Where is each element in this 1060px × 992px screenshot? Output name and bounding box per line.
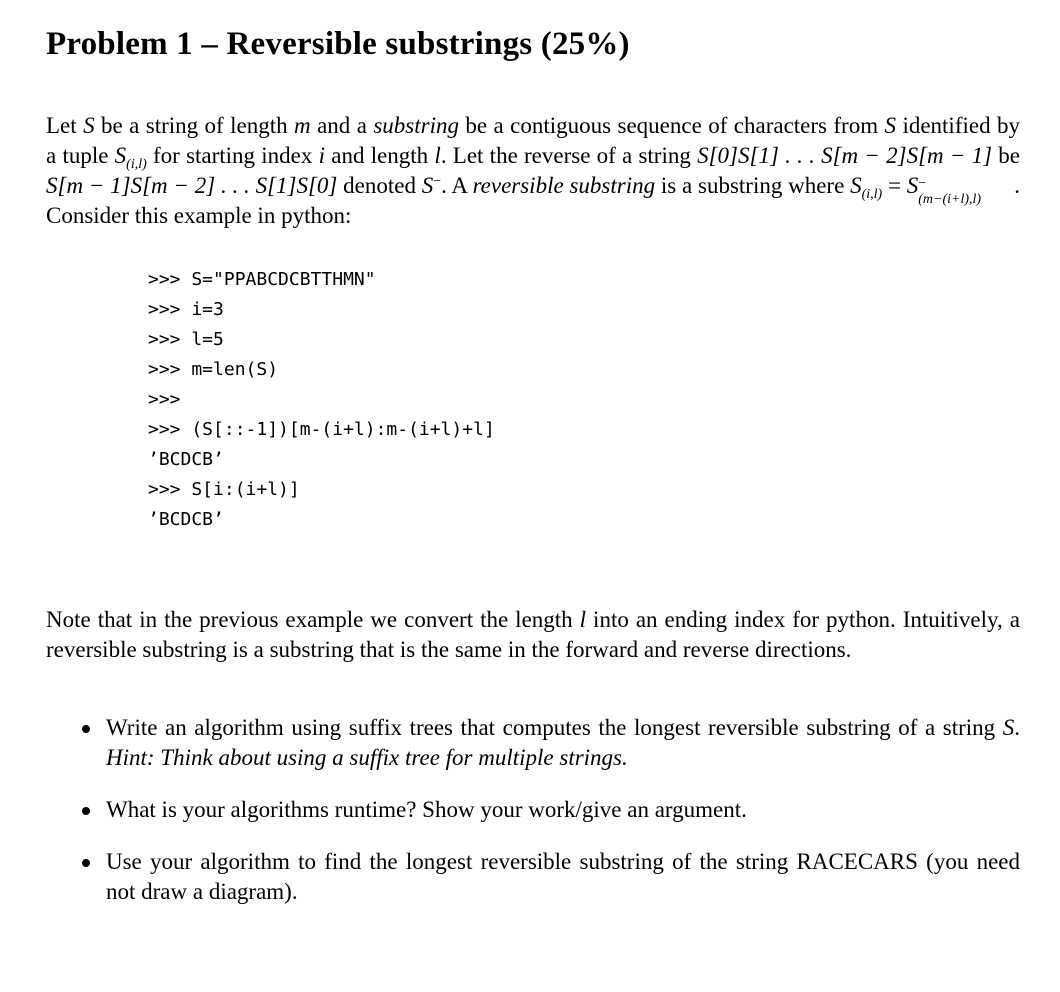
task-list — [46, 713, 1020, 907]
intro-text: denoted — [337, 173, 422, 198]
task-text: Use your algorithm to find the longest reversible substring of the string RACECARS (you need not draw a diagram). — [106, 849, 1020, 904]
math-S: S — [83, 113, 95, 138]
bullet-icon — [82, 807, 90, 815]
code-line: >>> — [148, 389, 181, 410]
math-superscript: − — [433, 174, 442, 189]
math-subscript: (i,l) — [126, 157, 147, 172]
task-item-racecars — [106, 847, 1020, 907]
python-code-block — [148, 265, 1020, 535]
bullet-icon — [82, 859, 90, 867]
math-subscript: (m−(i+l),l) — [918, 192, 982, 207]
intro-text: . A — [441, 173, 473, 198]
intro-text: for starting index — [146, 143, 319, 168]
math-S: S — [421, 173, 434, 198]
intro-text: be a string of length — [94, 113, 295, 138]
math-S: S — [850, 173, 862, 198]
math-forward-sequence: S[0]S[1] . . . S[m − 2]S[m − 1] — [697, 143, 993, 168]
intro-text: is a substring where — [655, 173, 851, 198]
note-paragraph — [46, 605, 1020, 665]
problem-page — [46, 22, 1020, 929]
math-S: S — [1002, 715, 1015, 740]
intro-text: and a — [310, 113, 374, 138]
code-line: ’BCDCB’ — [148, 509, 224, 530]
code-line: >>> i=3 — [148, 299, 224, 320]
math-l: l — [579, 607, 587, 632]
math-i: i — [318, 143, 326, 168]
task-text: What is your algorithms runtime? Show your work/give an argument. — [106, 797, 747, 822]
task-text: Write an algorithm using suffix trees that computes the longest reversible substring of a string — [106, 715, 1003, 740]
problem-title: Problem 1 – Reversible substrings (25%) — [46, 26, 630, 62]
math-superscript: − — [918, 176, 927, 191]
math-S: S — [884, 113, 897, 138]
note-text: into an ending index for python. Intuitively, a reversible substring is a substring that is the same in the forward and reverse directions. — [46, 607, 1020, 662]
code-line: >>> l=5 — [148, 329, 224, 350]
math-subsup — [918, 176, 1014, 207]
code-line: >>> S[i:(i+l)] — [148, 479, 300, 500]
intro-text: identified by a tuple — [46, 113, 1021, 168]
math-equals: = — [882, 173, 907, 198]
code-line: >>> (S[::-1])[m-(i+l):m-(i+l)+l] — [148, 419, 495, 440]
intro-text: and length — [325, 143, 435, 168]
term-reversible-substring: reversible substring — [472, 173, 656, 198]
task-text: . — [1014, 715, 1020, 740]
math-reverse-sequence: S[m − 1]S[m − 2] . . . S[1]S[0] — [46, 173, 338, 198]
math-S: S — [114, 143, 127, 168]
task-hint: Hint: Think about using a suffix tree for multiple strings. — [106, 745, 628, 770]
code-line: ’BCDCB’ — [148, 449, 224, 470]
term-substring: substring — [373, 113, 459, 138]
math-l: l — [434, 143, 441, 168]
intro-text: Let — [46, 113, 84, 138]
intro-text: . Consider this example in python: — [46, 173, 1020, 228]
intro-text: be — [992, 143, 1021, 168]
code-line: >>> m=len(S) — [148, 359, 279, 380]
code-line: >>> S="PPABCDCBTTHMN" — [148, 269, 376, 290]
note-text: Note that in the previous example we convert the length — [46, 607, 580, 632]
intro-paragraph — [46, 111, 1020, 231]
math-subscript: (i,l) — [861, 187, 883, 202]
bullet-icon — [82, 725, 90, 733]
math-S: S — [906, 173, 919, 198]
intro-text: . Let the reverse of a string — [440, 143, 698, 168]
intro-text: be a contiguous sequence of characters from — [458, 113, 885, 138]
task-item-runtime — [106, 795, 1020, 825]
math-m: m — [294, 113, 311, 138]
task-item-algorithm — [106, 713, 1020, 773]
